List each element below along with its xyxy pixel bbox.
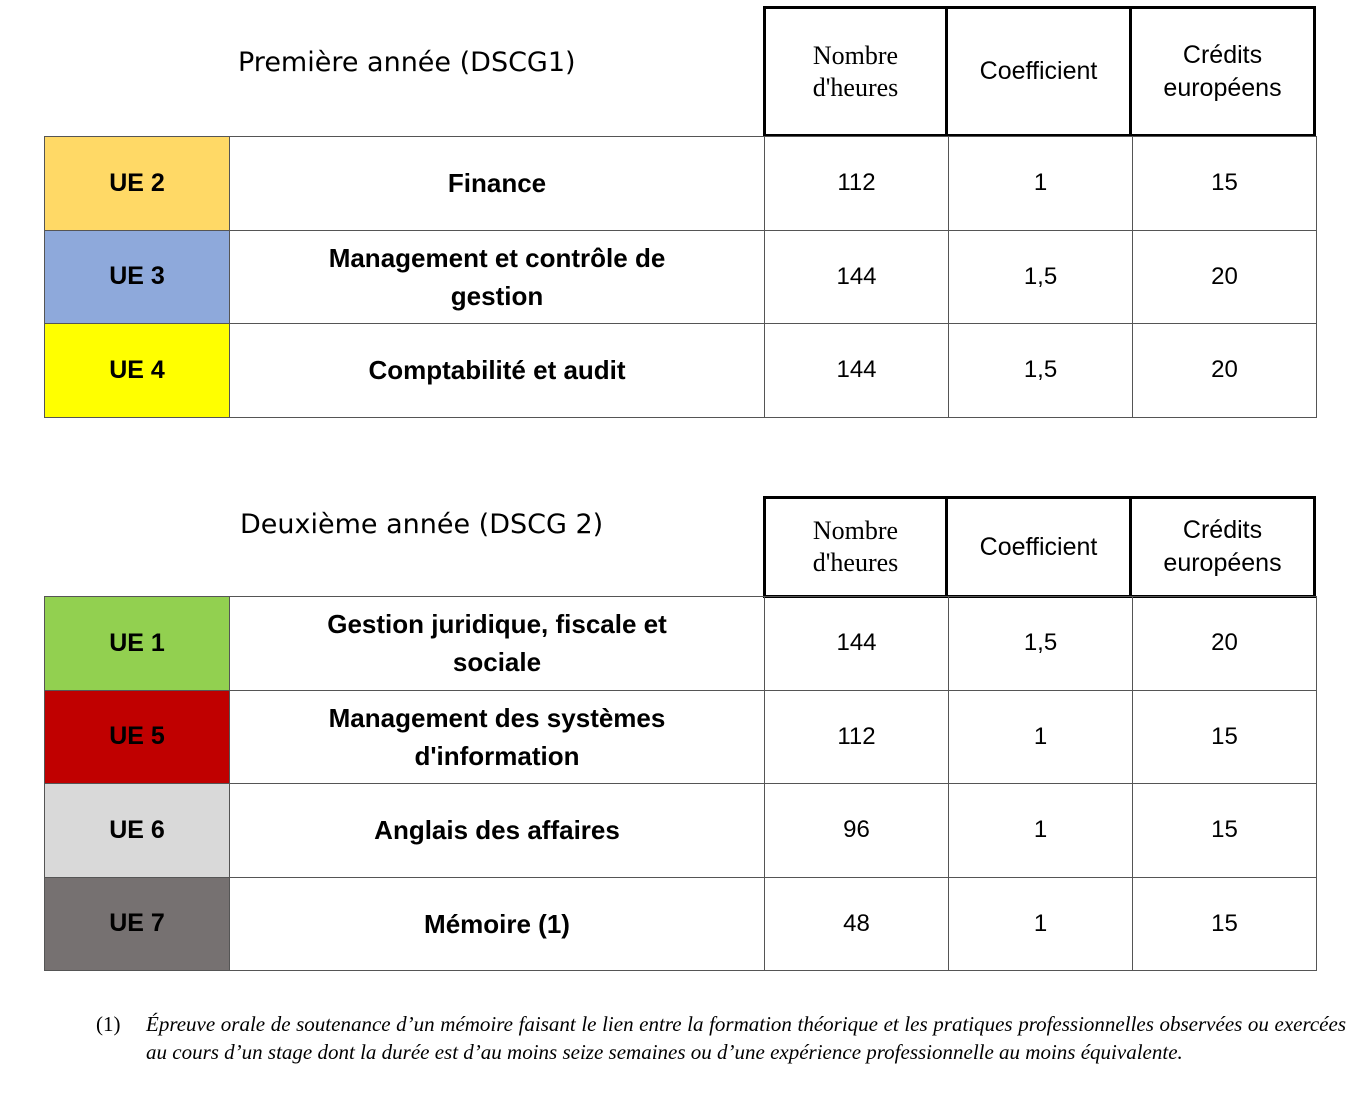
year1-row-cell-subject: Comptabilité et audit [229,323,765,418]
year2-row-cell-hours: 48 [764,877,949,972]
year1-row-cell-ue: UE 2 [44,136,230,231]
footnote-marker: (1) [96,1012,121,1036]
year1-row-cell-credits: 20 [1132,230,1317,325]
year2-row-cell-credits: 15 [1132,690,1317,785]
footnote-text: Épreuve orale de soutenance d’un mémoire faisant le lien entre la formation théorique et les pratiques professionnelles observées ou exercées au cours d’un stage dont la durée est d’au moins seize semaines ou d’une expérience professionnelle au moins équivalente. [146,1012,1346,1064]
year1-row-cell-subject: Finance [229,136,765,231]
year2-row-cell-credits: 15 [1132,783,1317,878]
year1-row-cell-coefficient: 1,5 [948,323,1133,418]
year2-row-cell-hours: 112 [764,690,949,785]
header-credits-line1: Crédits [1182,40,1263,69]
header-hours-line2: d'heures [812,548,899,577]
year2-row-cell-ue: UE 6 [44,783,230,878]
year2-header-credits [1132,496,1316,598]
year2-row-cell-coefficient: 1 [948,690,1133,785]
year2-header-hours [763,496,948,598]
year1-header-credits [1132,6,1316,137]
year1-title: Première année (DSCG1) [238,47,576,78]
year2-row-cell-subject: Gestion juridique, fiscale et sociale [229,596,765,691]
year2-row-cell-ue: UE 7 [44,877,230,972]
header-hours-line1: Nombre [812,516,899,545]
year1-row-cell-hours: 144 [764,323,949,418]
year2-row-cell-coefficient: 1 [948,783,1133,878]
year1-row-cell-subject: Management et contrôle de gestion [229,230,765,325]
year1-row-cell-ue: UE 3 [44,230,230,325]
year2-row-cell-hours: 144 [764,596,949,691]
year1-row-cell-ue: UE 4 [44,323,230,418]
year1-row-cell-coefficient: 1,5 [948,230,1133,325]
header-coefficient: Coefficient [979,57,1098,85]
year2-row-cell-ue: UE 1 [44,596,230,691]
year2-row-cell-hours: 96 [764,783,949,878]
year2-row-cell-coefficient: 1 [948,877,1133,972]
year2-row-cell-subject: Mémoire (1) [229,877,765,972]
year1-row-cell-hours: 112 [764,136,949,231]
year2-row-cell-ue: UE 5 [44,690,230,785]
year2-row-cell-credits: 20 [1132,596,1317,691]
year2-row-cell-coefficient: 1,5 [948,596,1133,691]
year2-header-coefficient [948,496,1132,598]
year1-header-coefficient [948,6,1132,137]
year2-row-cell-credits: 15 [1132,877,1317,972]
year1-row-cell-credits: 15 [1132,136,1317,231]
header-coefficient: Coefficient [979,532,1098,561]
header-hours-line1: Nombre [812,40,899,70]
header-credits-line2: européens [1163,73,1282,102]
year1-header-hours [763,6,948,137]
year2-title: Deuxième année (DSCG 2) [240,509,604,540]
header-credits-line1: Crédits [1182,516,1263,544]
header-credits-line2: européens [1163,549,1282,577]
header-hours-line2: d'heures [812,72,899,102]
year1-row-cell-credits: 20 [1132,323,1317,418]
year1-row-cell-hours: 144 [764,230,949,325]
year2-row-cell-subject: Anglais des affaires [229,783,765,878]
year2-row-cell-subject: Management des systèmes d'information [229,690,765,785]
year1-row-cell-coefficient: 1 [948,136,1133,231]
